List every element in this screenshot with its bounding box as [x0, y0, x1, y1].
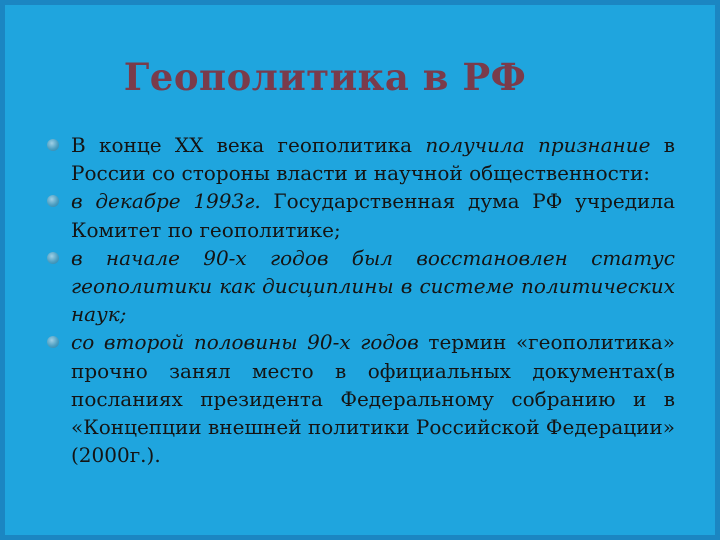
bullet-text-part: В конце XX века геополитика	[71, 133, 426, 157]
bullet-text-part: Государственная дума РФ учредила Комитет по геополитике;	[71, 189, 676, 242]
bullet-dot-icon	[47, 139, 59, 151]
bullet-item	[47, 187, 675, 243]
bullet-dot-icon	[47, 195, 59, 207]
bullet-item	[47, 328, 675, 469]
bullet-list	[47, 131, 675, 469]
bullet-text-part: термин «геополитика» прочно занял место в официальных документах(в посланиях президента Федеральному собранию и в «Концепции внешней политики Российской Федерации» (2000г.).	[71, 330, 675, 468]
bullet-dot-icon	[47, 336, 59, 348]
bullet-text-part-italic: получила признание	[425, 133, 651, 157]
bullet-item	[47, 131, 675, 187]
bullet-dot-icon	[47, 252, 59, 264]
bullet-text-part-italic: со второй половины 90-х годов	[71, 330, 419, 355]
bullet-item	[47, 244, 675, 329]
bullet-text-part-italic: в декабре 1993г.	[71, 189, 261, 214]
slide-title: Геополитика в РФ	[123, 55, 527, 99]
bullet-text-part: в России со стороны власти и научной общественности:	[71, 133, 675, 186]
bullet-text-part-italic: в начале 90-х годов был восстановлен статус геополитики как дисциплины в системе политических наук;	[71, 245, 675, 327]
